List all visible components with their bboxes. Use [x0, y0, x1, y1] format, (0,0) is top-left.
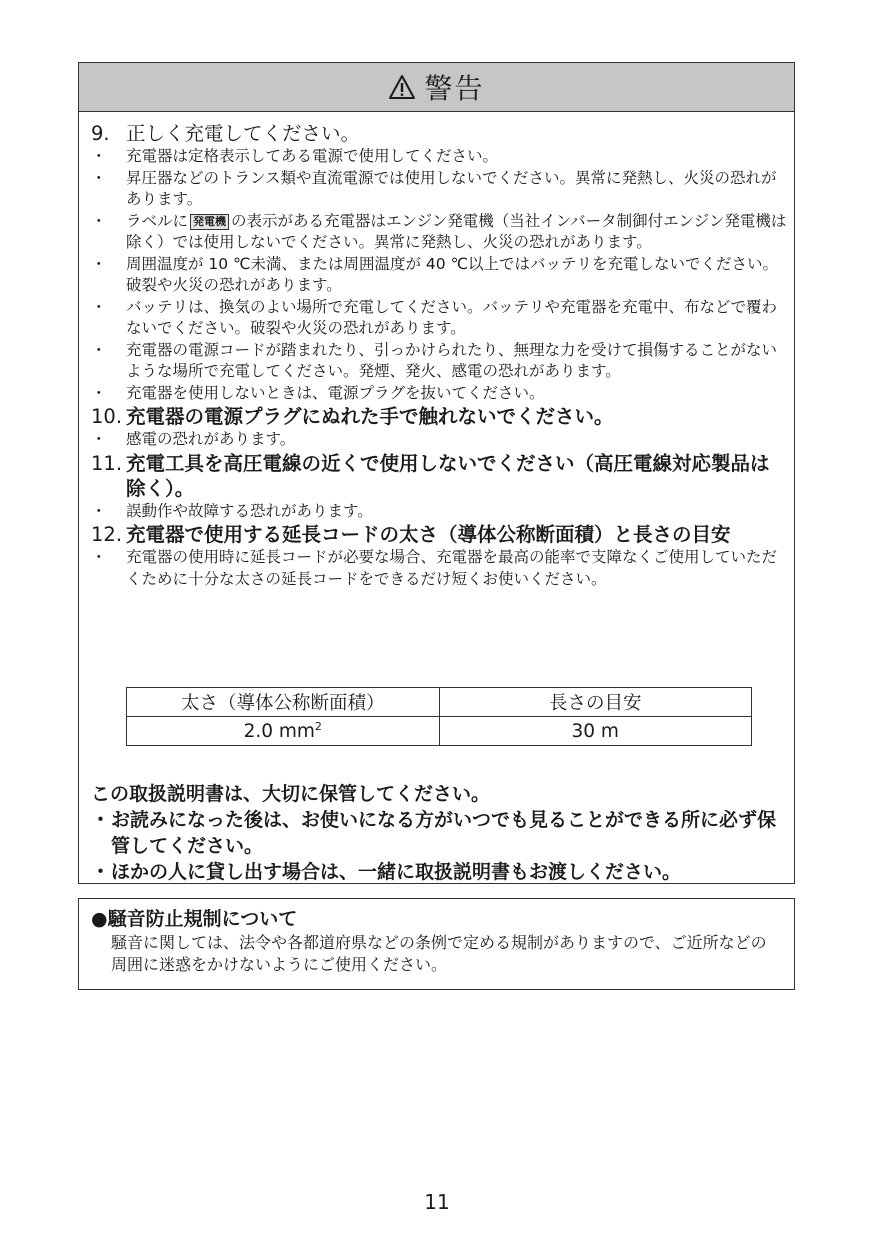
section-12-heading [91, 522, 787, 547]
list-item: ・ 充電器は定格表示してある電源で使用してください。 [91, 146, 787, 168]
table-cell-thickness [127, 717, 440, 746]
generator-label-badge: 発電機 [190, 214, 229, 230]
warning-triangle-icon [388, 74, 416, 100]
list-item [91, 211, 787, 254]
list-item: ・ 充電器の使用時に延長コードが必要な場合、充電器を最高の能率で支障なくご使用していただくために十分な太さの延長コードをできるだけ短くお使いください。 [91, 547, 787, 590]
section-number: 10. [91, 405, 123, 428]
table-row [127, 717, 752, 746]
noise-title: ●騒音防止規制について [91, 908, 298, 930]
noise-regulation-box [78, 898, 795, 990]
warning-header [79, 63, 794, 112]
section-title: 正しく充電してください。 [126, 122, 361, 145]
list-item-text: の表示がある充電器はエンジン発電機（当社インバータ制御付エンジン発電機は除く）では使用しないでください。異常に発熱し、火災の恐れがあります。 [126, 211, 787, 251]
noise-body: 騒音に関しては、法令や各都道府県などの条例で定める規制がありますので、ご近所などの周囲に迷惑をかけないようにご使用ください。 [111, 933, 767, 974]
section-11-heading [91, 451, 787, 501]
table-header-cell: 太さ（導体公称断面積） [127, 688, 440, 717]
thickness-superscript: 2 [314, 719, 322, 733]
thickness-value: 2.0 mm [243, 721, 315, 743]
keep-title: この取扱説明書は、大切に保管してください。 [91, 783, 491, 805]
section-number: 12. [91, 523, 123, 546]
section-title: 充電工具を高圧電線の近くで使用しないでください（高圧電線対応製品は除く）。 [126, 451, 770, 500]
table-header-row [127, 688, 752, 717]
list-item: ・ お読みになった後は、お使いになる方がいつでも見ることができる所に必ず保管してください。 [91, 807, 787, 859]
list-item: ・ 充電器の電源コードが踏まれたり、引っかけられたり、無理な力を受けて損傷することがないような場所で充電してください。発煙、発火、感電の恐れがあります。 [91, 340, 787, 383]
table-cell-length: 30 m [439, 717, 752, 746]
list-item: ・ 感電の恐れがあります。 [91, 429, 787, 451]
list-item: ・ 周囲温度が 10 ℃未満、または周囲温度が 40 ℃以上ではバッテリを充電しないでください。破裂や火災の恐れがあります。 [91, 254, 787, 297]
extension-cord-table [126, 687, 752, 746]
list-item: ・ バッテリは、換気のよい場所で充電してください。バッテリや充電器を充電中、布などで覆わないでください。破裂や火災の恐れがあります。 [91, 297, 787, 340]
section-10-heading [91, 404, 787, 429]
table-header-cell: 長さの目安 [439, 688, 752, 717]
list-item: ・ ほかの人に貸し出す場合は、一緒に取扱説明書もお渡しください。 [91, 859, 787, 885]
section-number: 11. [91, 451, 123, 475]
keep-manual-notice [91, 781, 787, 885]
warning-title: 警告 [424, 72, 485, 105]
section-9-heading [91, 121, 787, 146]
list-item: ・ 昇圧器などのトランス類や直流電源では使用しないでください。異常に発熱し、火災の恐れがあります。 [91, 168, 787, 211]
warning-box [78, 62, 795, 884]
warning-content [91, 121, 787, 590]
section-title: 充電器の電源プラグにぬれた手で触れないでください。 [126, 405, 614, 428]
page-number: 11 [424, 1190, 450, 1214]
list-item: ・ 充電器を使用しないときは、電源プラグを抜いてください。 [91, 383, 787, 405]
list-item-text: ラベルに [126, 211, 189, 230]
section-title: 充電器で使用する延長コードの太さ（導体公称断面積）と長さの目安 [126, 523, 731, 546]
section-number: 9. [91, 122, 110, 145]
list-item: ・ 誤動作や故障する恐れがあります。 [91, 501, 787, 523]
